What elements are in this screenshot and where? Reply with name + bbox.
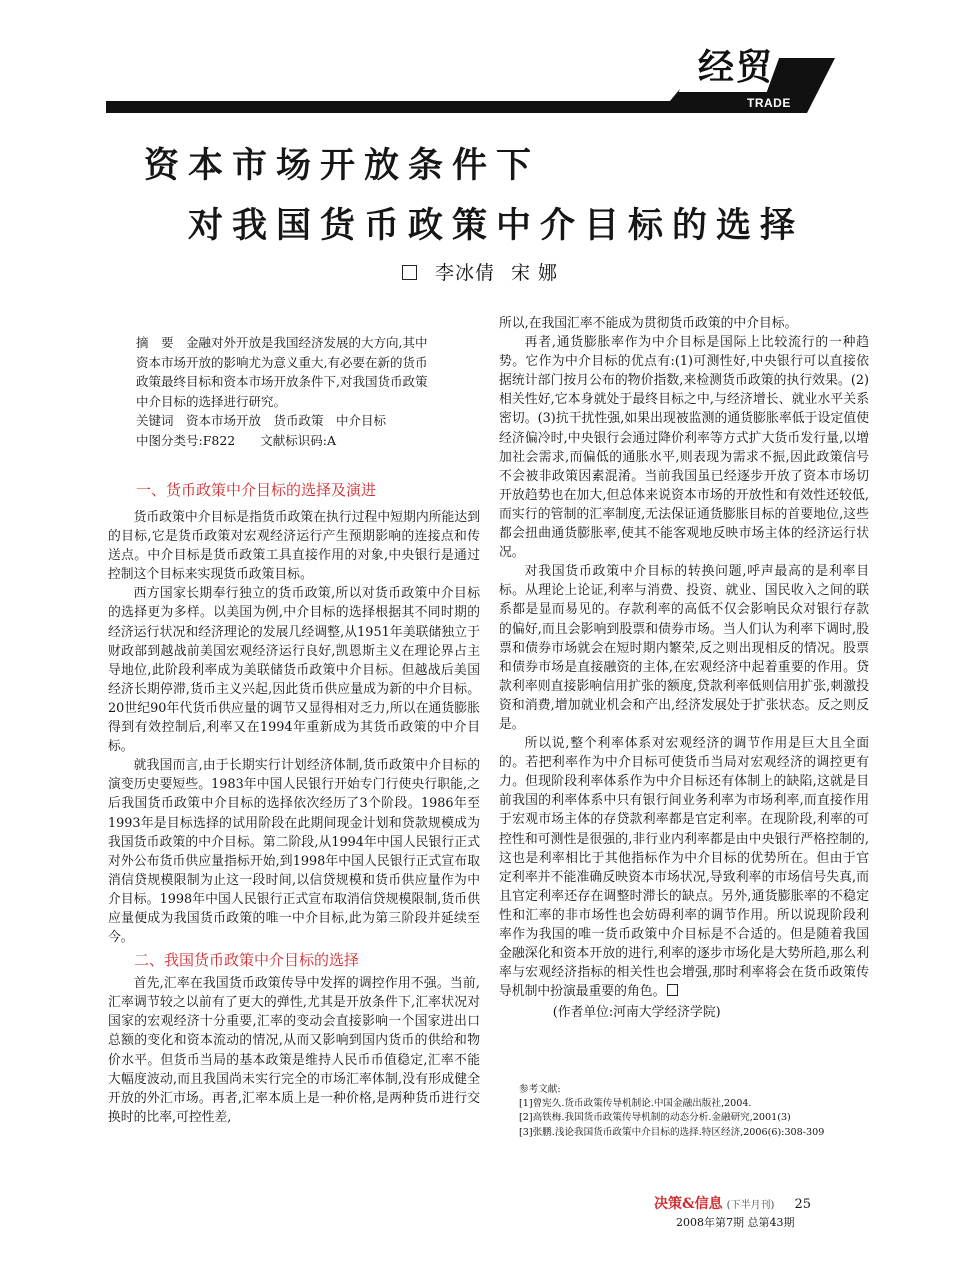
keywords: 关键词 资本市场开放 货币政策 中介目标	[136, 413, 387, 428]
reference-item: [3]张鹏.浅论我国货币政策中介目标的选择.特区经济,2006(6):308-309	[519, 1126, 825, 1138]
left-column	[108, 508, 480, 1127]
paragraph: 对我国货币政策中介目标的转换问题,呼声最高的是利率目标。从理论上论证,利率与消费、投资、就业、国民收入之间的联系都是显而易见的。存款利率的高低不仅会影响民众对银行存款的偏好,而且会影响到股票和债券市场。当人们认为利率下调时,股票和债券市场就会在短时期内繁荣,反之则出现相反的情况。股票和债券市场是直接融资的主体,在宏观经济中起着重要的作用。贷款利率则直接影响信用扩张的额度,贷款利率低则信用扩张,刺激投资和消费,增加就业机会和产出,经济发展处于扩张状态。反之则反是。	[499, 564, 869, 732]
article-title-line2: 对我国货币政策中介目标的选择	[188, 206, 805, 246]
author-name: 宋 娜	[511, 262, 559, 284]
abstract-line: 资本市场开放的影响尤为意义重大,有必要在新的货币	[136, 354, 428, 370]
classification: 中图分类号:F822 文献标识码:A	[136, 432, 336, 448]
section-heading-1: 一、货币政策中介目标的选择及演进	[136, 481, 377, 499]
abstract-line: 中介目标的选择进行研究。	[136, 393, 287, 409]
author-box-icon	[402, 265, 417, 280]
author-unit: (作者单位:河南大学经济学院)	[552, 1005, 721, 1021]
paragraph: 西方国家长期奉行独立的货币政策,所以对货币政策中介目标的选择更为多样。以美国为例,中介目标的选择根据其不同时期的经济运行状况和经济理论的发展几经调整,从1951年美联储独立于财政部到越战前美国宏观经济运行良好,凯恩斯主义在理论界占主导地位,此阶段利率成为美联储货币政策中介目标。但越战后美国经济长期停滞,货币主义兴起,因此货币供应量成为新的中介目标。20世纪90年代货币供应量的调节又显得相对乏力,所以在通货膨胀得到有效控制后,利率又在1994年重新成为其货币政策的中介目标。	[108, 586, 480, 755]
reference-item: [2]高铁梅.我国货币政策传导机制的动态分析.金融研究,2001(3)	[519, 1112, 791, 1124]
reference-item: [1]曾宪久.货币政策传导机制论.中国金融出版社,2004.	[519, 1098, 752, 1110]
paragraph-text: 所以说,整个利率体系对宏观经济的调节作用是巨大且全面的。若把利率作为中介目标可使货币当局对宏观经济的调控更有力。但现阶段利率体系作为中介目标还有体制上的缺陷,这就是目前我国的利率体系中只有银行间业务利率为市场利率,而直接作用于宏观市场主体的存贷款利率都是官定利率。在现阶段,利率的可控性和可测性是很强的,非行业内利率都是由中央银行严格控制的,这也是利率相比于其他指标作为中介目标的优势所在。但由于官定利率并不能准确反映资本市场状况,导致利率的市场信号失真,而且官定利率还存在调整时滞长的缺点。另外,通货膨胀率的不稳定性和汇率的非市场性也会妨碍利率的调节作用。所以说现阶段利率作为我国的唯一货币政策中介目标是不合适的。但是随着我国金融深化和资本开放的进行,利率的逐步市场化是大势所趋,那么利率与宏观经济指标的相关性也会增强,那时利率将会在货币政策传导机制中扮演最重要的角色。	[499, 736, 869, 1000]
footer-journal	[654, 1193, 811, 1213]
paragraph: 货币政策中介目标是指货币政策在执行过程中短期内所能达到的目标,它是货币政策对宏观经济运行产生预期影响的连接点和传送点。中介目标是货币政策工具直接作用的对象,中央银行是通过控制这个目标来实现货币政策目标。	[108, 510, 480, 583]
author-name: 李冰倩	[435, 262, 496, 284]
end-mark-icon	[667, 984, 678, 996]
header-rule	[106, 101, 674, 113]
paragraph: 首先,汇率在我国货币政策传导中发挥的调控作用不强。当前,汇率调节较之以前有了更大的弹性,尤其是开放条件下,汇率状况对国家的宏观经济十分重要,汇率的变动会直接影响一个国家进出口总额的变化和资本流动的情况,从而又影响到国内货币的供给和物价水平。但货币当局的基本政策是维持人民币币值稳定,汇率不能大幅度波动,而且我国尚未实行完全的市场汇率体制,没有形成健全开放的外汇市场。再者,汇率本质上是一种价格,是两种货币进行交换时的比率,可控性差,	[108, 976, 480, 1125]
article-title-line1: 资本市场开放条件下	[144, 146, 541, 186]
abstract	[136, 333, 456, 450]
author-line	[402, 258, 574, 285]
journal-subtitle: (下半月刊)	[726, 1200, 775, 1211]
paragraph: 再者,通货膨胀率作为中介目标是国际上比较流行的一种趋势。它作为中介目标的优点有:(1)可测性好,中央银行可以直接依据统计部门按月公布的物价指数,来检测货币政策的执行效果。(2)相关性好,它本身就处于最终目标之中,与经济增长、就业水平关系密切。(3)抗干扰性强,如果出现被监测的通货膨胀率低于设定值使经济偏冷时,中央银行会通过降价利率等方式扩大货币发行量,以增加社会需求,而偏低的通胀水平,则表现为需求不振,因此政策信号不会被非政策因素混淆。当前我国虽已经逐步开放了资本市场切开放趋势也在加大,但总体来说资本市场的开放性和有效性还较低,而实行的管制的汇率制度,无法保证通货膨胀目标的首要地位,这些都会扭曲通货膨胀率,使其不能客观地反映市场主体的经济运行状况。	[499, 335, 869, 561]
section-label-cn: 经贸	[698, 46, 775, 88]
right-column	[499, 314, 869, 1022]
references	[519, 1083, 919, 1140]
paragraph-final	[499, 734, 869, 1001]
section-label-en: TRADE	[747, 96, 791, 110]
paragraph: 所以,在我国汇率不能成为贯彻货币政策的中介目标。	[499, 316, 798, 331]
journal-name: 决策&信息	[654, 1196, 723, 1212]
section-heading-2: 二、我国货币政策中介目标的选择	[134, 951, 360, 970]
footer-issue: 2008年第7期 总第43期	[676, 1216, 795, 1229]
paragraph: 就我国而言,由于长期实行计划经济体制,货币政策中介目标的演变历史要短些。1983年中国人民银行开始专门行使央行职能,之后我国货币政策中介目标的选择依次经历了3个阶段。1986年至1993年是目标选择的试用阶段在此期间现金计划和贷款规模成为我国货币政策的中介目标。第二阶段,从1994年中国人民银行正式对外公布货币供应量指标开始,到1998年中国人民银行正式宣布取消信贷规模限制为止这一段时间,以信贷规模和货币供应量作为中介目标。1998年中国人民银行正式宣布取消信贷规模限制,货币供应量便成为我国货币政策的唯一中介目标,此为第三阶段并延续至今。	[108, 758, 480, 946]
page-number: 25	[794, 1197, 811, 1212]
abstract-line: 摘 要 金融对外开放是我国经济发展的大方向,其中	[136, 335, 428, 350]
references-heading: 参考文献:	[519, 1084, 561, 1095]
abstract-line: 政策最终目标和资本市场开放条件下,对我国货币政策	[136, 374, 428, 389]
